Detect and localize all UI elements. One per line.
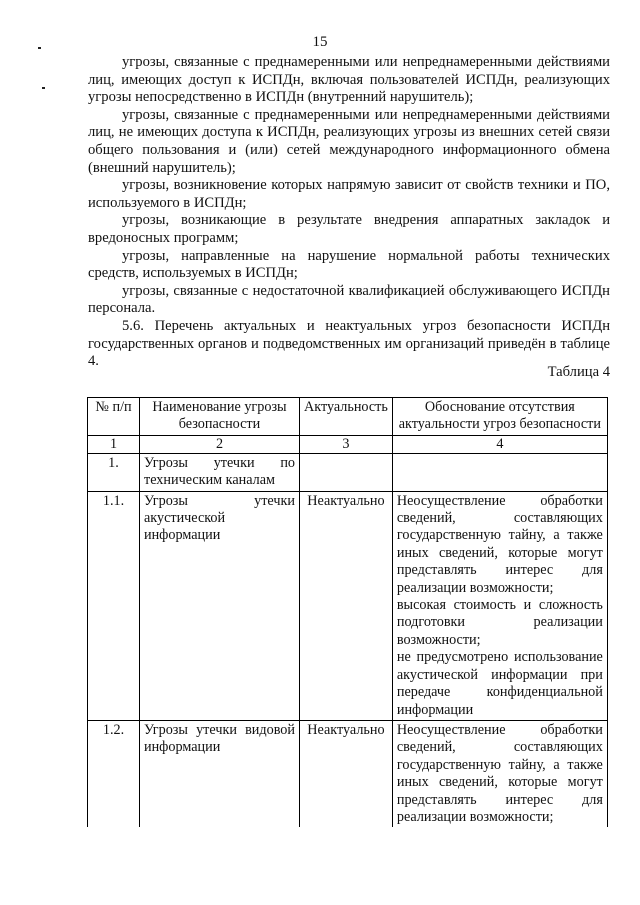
margin-mark: [38, 47, 41, 49]
threat-justification: [392, 453, 607, 491]
justification-item: высокая стоимость и сложность подготовки реализации возможности;: [396, 597, 603, 648]
table-row: [88, 491, 608, 720]
paragraph: угрозы, возникновение которых напрямую зависит от свойств техники и ПО, используемого в ИСПДн;: [88, 177, 610, 211]
column-number: 4: [392, 435, 607, 453]
paragraph: угрозы, возникающие в результате внедрения аппаратных закладок и вредоносных программ;: [88, 212, 610, 246]
threat-actuality: [300, 453, 393, 491]
paragraph: 5.6. Перечень актуальных и неактуальных угроз безопасности ИСПДн государственных органов и подведомственных им организаций приведён в таблице 4.: [88, 317, 610, 370]
threat-name: Угрозы утечки по техническим каналам: [140, 453, 300, 491]
page-number: 15: [312, 34, 328, 50]
justification-item: Неосуществление обработки сведений, составляющих государственную тайну, а также иных сведений, которые могут представлять интерес для реализации возможности;: [396, 492, 603, 596]
body-text: [88, 54, 610, 371]
header-cell: Актуальность: [300, 398, 393, 436]
threat-justification: [392, 720, 607, 827]
row-number: 1.1.: [88, 491, 140, 720]
column-number: 1: [88, 435, 140, 453]
justification-item: Неосуществление обработки сведений, составляющих государственную тайну, а также иных сведений, которые могут представлять интерес для реализации возможности;: [396, 721, 603, 825]
threats-table: [87, 397, 608, 827]
column-number: 2: [140, 435, 300, 453]
margin-mark: [42, 87, 45, 89]
table-caption: Таблица 4: [547, 364, 610, 380]
row-number: 1.: [88, 453, 140, 491]
column-number: 3: [300, 435, 393, 453]
table-row: [88, 453, 608, 491]
header-cell: Обоснование отсутствия актуальности угроз безопасности: [392, 398, 607, 436]
column-number-row: [88, 435, 608, 453]
threat-name: Угрозы утечки видовой информации: [140, 720, 300, 827]
threat-justification: [392, 491, 607, 720]
threat-actuality: Неактуально: [300, 720, 393, 827]
justification-item: не предусмотрено использование акустической информации при передаче конфиденциальной информации: [396, 649, 603, 718]
header-cell: Наименование угрозы безопасности: [140, 398, 300, 436]
threat-actuality: Неактуально: [300, 491, 393, 720]
paragraph: угрозы, связанные с преднамеренными или непреднамеренными действиями лиц, имеющих доступ к ИСПДн, включая пользователей ИСПДн, реализующих угрозы непосредственно в ИСПДн (внутренний нарушитель);: [88, 54, 610, 106]
threat-name: Угрозы утечки акустической информации: [140, 491, 300, 720]
paragraph: угрозы, связанные с преднамеренными или непреднамеренными действиями лиц, не имеющих доступа к ИСПДн, реализующих угрозы из внешних сетей связи общего пользования и (или) сетей международного информационного обмена (внешний нарушитель);: [88, 106, 610, 176]
paragraph: угрозы, направленные на нарушение нормальной работы технических средств, используемых в ИСПДн;: [88, 247, 610, 282]
row-number: 1.2.: [88, 720, 140, 827]
table-row: [88, 720, 608, 827]
header-row: [88, 398, 608, 436]
header-cell: № п/п: [88, 398, 140, 436]
paragraph: угрозы, связанные с недостаточной квалификацией обслуживающего ИСПДн персонала.: [88, 282, 610, 317]
